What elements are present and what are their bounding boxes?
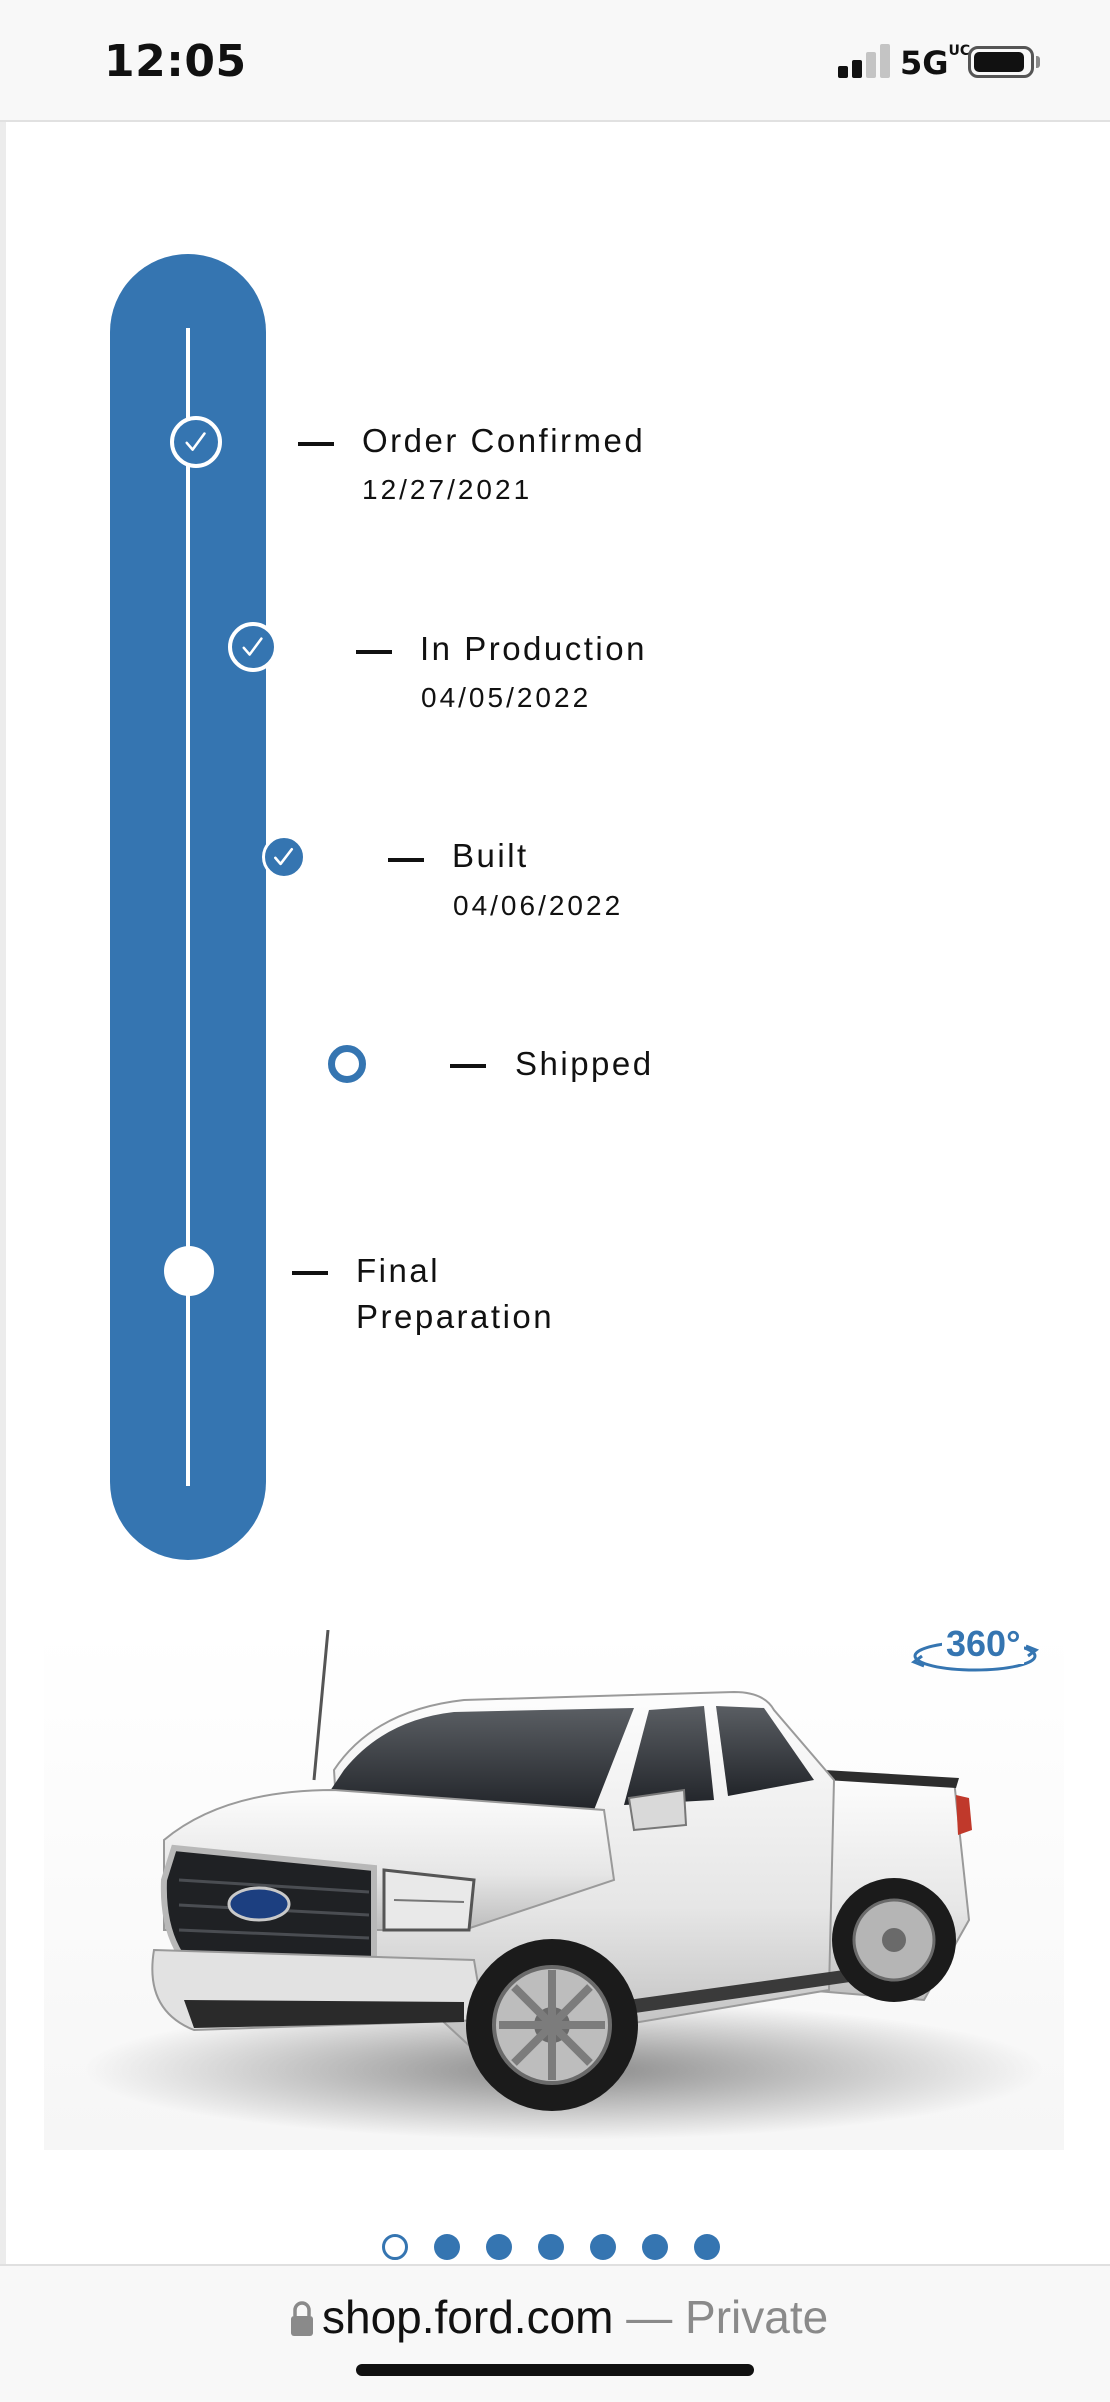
step-in-progress-icon (328, 1045, 366, 1083)
step-connector (388, 858, 424, 862)
url-text (322, 2290, 828, 2344)
step-label-order-confirmed: Order Confirmed (362, 422, 646, 459)
carousel-dot[interactable] (434, 2234, 460, 2260)
step-label-in-production: In Production (420, 630, 647, 667)
battery-tip-icon (1036, 56, 1040, 68)
carousel-dot[interactable] (590, 2234, 616, 2260)
step-pending-icon (164, 1246, 214, 1296)
step-label-final-preparation: Final Preparation (356, 1252, 555, 1335)
lock-icon (290, 2298, 314, 2338)
status-bar (0, 0, 1110, 122)
step-label-built: Built (452, 837, 529, 874)
step-check-icon (262, 835, 306, 879)
progress-line (186, 328, 190, 1486)
pickup-truck-image (44, 1630, 1064, 2150)
home-indicator[interactable] (356, 2364, 754, 2376)
view-360-label: 360° (942, 1624, 1024, 1664)
step-date-order-confirmed: 12/27/2021 (362, 474, 533, 505)
step-connector (298, 442, 334, 446)
vehicle-360-viewer[interactable] (44, 1630, 1064, 2150)
step-connector (292, 1271, 328, 1275)
step-date-in-production: 04/05/2022 (421, 682, 592, 713)
view-360-button[interactable] (910, 1623, 1040, 1676)
carousel-dot[interactable] (538, 2234, 564, 2260)
url-separator: — (613, 2291, 686, 2343)
step-connector (356, 650, 392, 654)
status-time: 12:05 (104, 36, 247, 87)
carousel-dot[interactable] (382, 2234, 408, 2260)
step-check-icon (170, 416, 222, 468)
step-check-icon (228, 622, 278, 672)
step-connector (450, 1064, 486, 1068)
browser-address-bar[interactable] (0, 2264, 1110, 2402)
carousel-dot[interactable] (694, 2234, 720, 2260)
network-type: 5GUC (900, 43, 971, 82)
step-label-shipped: Shipped (515, 1045, 654, 1082)
cellular-signal-icon (838, 44, 894, 78)
carousel-dot[interactable] (486, 2234, 512, 2260)
battery-icon (968, 46, 1034, 78)
private-mode-label: Private (685, 2291, 829, 2343)
url-host: shop.ford.com (322, 2291, 614, 2343)
carousel-dot[interactable] (642, 2234, 668, 2260)
step-date-built: 04/06/2022 (453, 890, 624, 921)
